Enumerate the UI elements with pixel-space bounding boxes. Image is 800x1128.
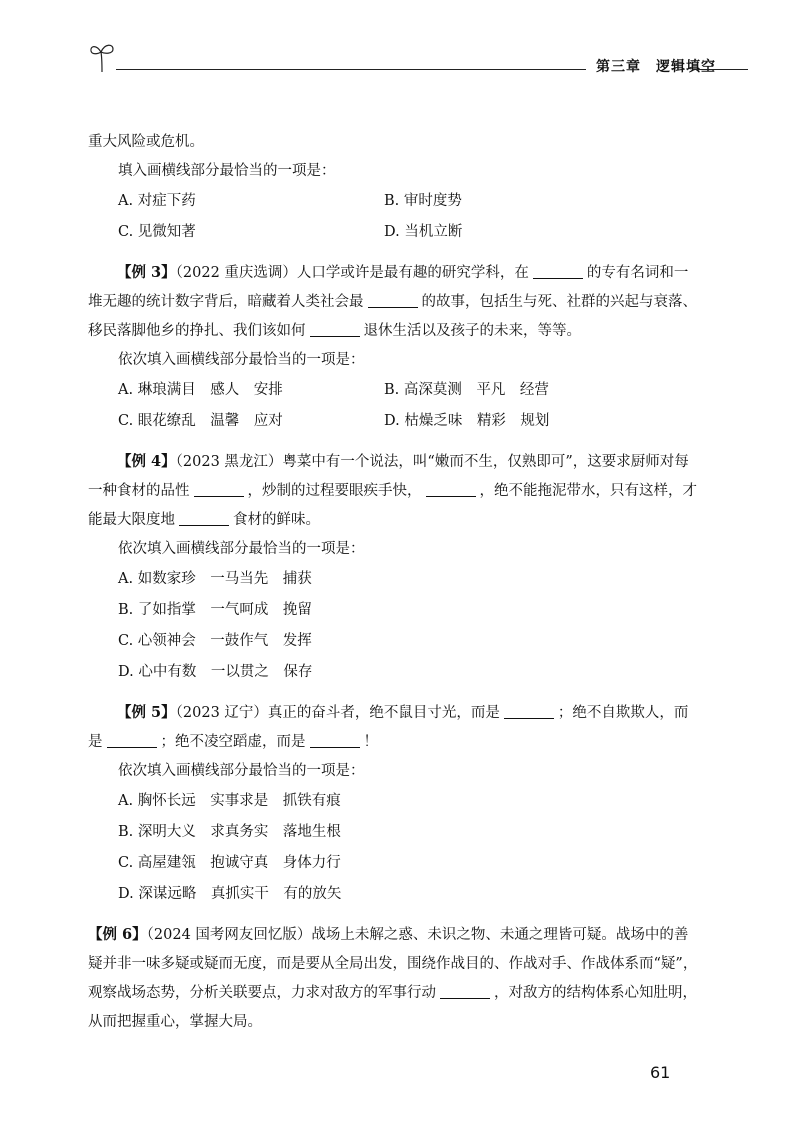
blank-line xyxy=(440,984,490,1000)
blank-line xyxy=(194,482,244,498)
option-b: B. 高深莫测 平凡 经营 xyxy=(384,382,549,398)
option-b: B. 审时度势 xyxy=(384,193,462,209)
sprout-icon xyxy=(88,40,118,74)
blank-line xyxy=(310,733,360,749)
example-source: （2024 国考网友回忆版） xyxy=(146,927,312,943)
blank-line xyxy=(426,482,476,498)
example-4-prompt: 依次填入画横线部分最恰当的一项是： xyxy=(118,541,365,557)
example-5-options xyxy=(88,786,700,910)
example-5-text xyxy=(88,698,700,757)
intro-options xyxy=(88,186,700,248)
example-4 xyxy=(88,447,700,688)
text-segment: 战场上未解之惑、未识之物、未通之理皆可疑。战场中的善疑并非一味多疑或疑而无度，而是要从全局出发，围绕作战目的、作战对手、作战体系而“疑”，观察战场态势，分析关联要点，力求对敌方的军事行动 xyxy=(88,927,698,1001)
example-source: （2023 黑龙江） xyxy=(175,454,283,470)
header-rule-left xyxy=(116,69,586,70)
option-c: C. 见微知著 xyxy=(118,224,196,240)
intro-prompt: 填入画横线部分最恰当的一项是： xyxy=(118,163,336,179)
blank-line xyxy=(533,264,583,280)
option-d: D. 心中有数 一以贯之 保存 xyxy=(118,664,313,680)
option-d: D. 当机立断 xyxy=(384,224,463,240)
text-segment: ，绝不能拖泥带水，只有这样，才能最大限度地 xyxy=(88,483,697,528)
example-5 xyxy=(88,698,700,910)
example-6 xyxy=(88,920,700,1037)
example-4-options xyxy=(88,564,700,688)
text-segment: ；绝不凌空蹈虚，而是 xyxy=(160,734,306,750)
example-3-prompt: 依次填入画横线部分最恰当的一项是： xyxy=(118,352,365,368)
example-3-options xyxy=(88,375,700,437)
example-6-text xyxy=(88,920,700,1037)
option-a: A. 胸怀长远 实事求是 抓铁有痕 xyxy=(118,793,341,809)
example-source: （2023 辽宁） xyxy=(175,705,268,721)
text-segment: ，炒制的过程要眼疾手快， xyxy=(247,483,422,499)
option-c: C. 高屋建瓴 抱诚守真 身体力行 xyxy=(118,855,341,871)
page-number: 61 xyxy=(650,1063,671,1082)
header-rule-right xyxy=(692,69,748,70)
option-d: D. 枯燥乏味 精彩 规划 xyxy=(384,413,550,429)
blank-line xyxy=(368,293,418,309)
option-c: C. 心领神会 一鼓作气 发挥 xyxy=(118,633,312,649)
example-tag: 【例 6】 xyxy=(88,926,147,943)
text-segment: 人口学或许是最有趣的研究学科，在 xyxy=(296,265,529,281)
example-tag: 【例 4】 xyxy=(117,453,176,470)
option-b: B. 深明大义 求真务实 落地生根 xyxy=(118,824,341,840)
page-header xyxy=(88,40,748,76)
example-5-prompt: 依次填入画横线部分最恰当的一项是： xyxy=(118,763,365,779)
intro-text: 重大风险或危机。 xyxy=(88,134,204,150)
blank-line xyxy=(504,704,554,720)
example-3-text xyxy=(88,258,700,346)
chapter-title: 第三章 逻辑填空 xyxy=(596,59,716,75)
text-segment: 退休生活以及孩子的未来，等等。 xyxy=(363,323,581,339)
example-source: （2022 重庆选调） xyxy=(175,265,297,281)
text-segment: 粤菜中有一个说法，叫“嫩而不生，仅熟即可”，这要求厨师对每一种食材的品性 xyxy=(88,454,689,499)
blank-line xyxy=(179,511,229,527)
example-tag: 【例 3】 xyxy=(117,264,176,281)
text-segment: 真正的奋斗者，绝不鼠目寸光，而是 xyxy=(267,705,500,721)
text-segment: ！ xyxy=(363,734,378,750)
example-tag: 【例 5】 xyxy=(117,704,176,721)
text-segment: 食材的鲜味。 xyxy=(233,512,320,528)
text-segment: 的故事，包括生与死、社群的兴起与衰落、移民落脚他乡的挣扎、我们该如何 xyxy=(88,294,697,339)
text-segment: 的专有名词和一堆无趣的统计数字背后，暗藏着人类社会最 xyxy=(88,265,689,310)
page-content xyxy=(88,128,700,1037)
example-3 xyxy=(88,258,700,437)
option-a: A. 对症下药 xyxy=(118,193,196,209)
blank-line xyxy=(310,322,360,338)
example-4-text xyxy=(88,447,700,535)
option-a: A. 琳琅满目 感人 安排 xyxy=(118,382,283,398)
option-c: C. 眼花缭乱 温馨 应对 xyxy=(118,413,283,429)
option-d: D. 深谋远略 真抓实干 有的放矢 xyxy=(118,886,342,902)
intro-section xyxy=(88,128,700,248)
option-a: A. 如数家珍 一马当先 捕获 xyxy=(118,571,312,587)
text-segment: ；绝不自欺欺人，而是 xyxy=(88,705,689,750)
blank-line xyxy=(107,733,157,749)
option-b: B. 了如指掌 一气呵成 挽留 xyxy=(118,602,312,618)
text-segment: ，对敌方的结构体系心知肚明，从而把握重心，掌握大局。 xyxy=(88,985,697,1030)
